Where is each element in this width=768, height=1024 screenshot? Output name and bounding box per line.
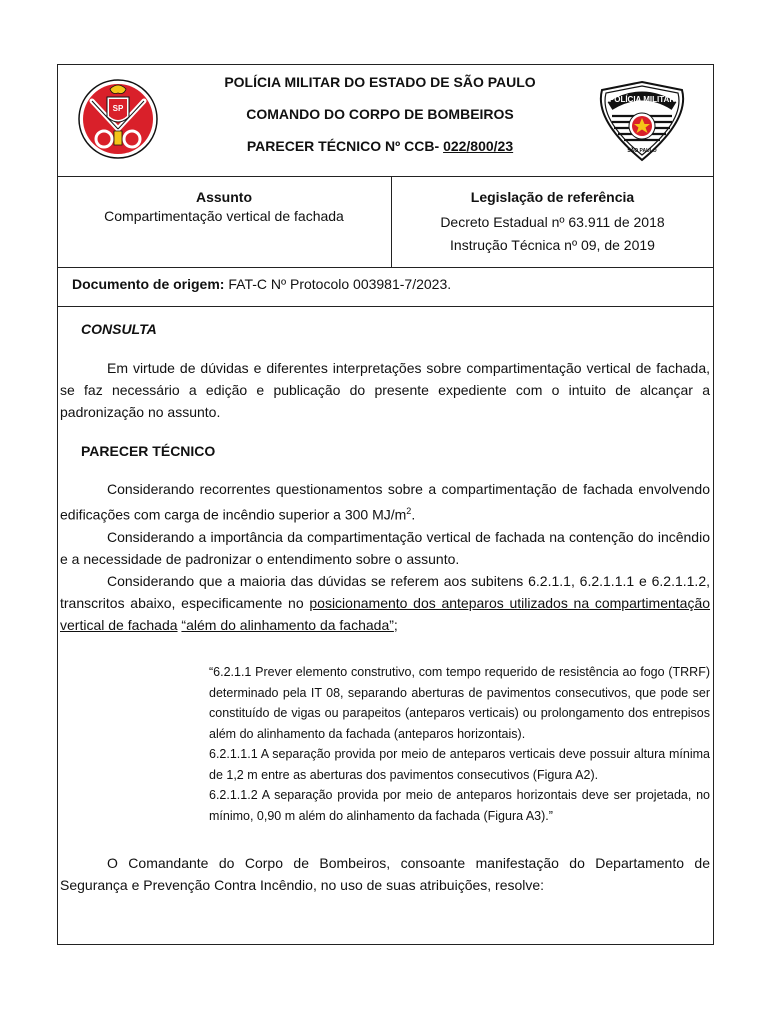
legislacao-item-instrucao: Instrução Técnica nº 09, de 2019 (450, 237, 655, 253)
legislacao-label: Legislação de referência (470, 189, 635, 205)
parecer-p3-end: ; (393, 616, 398, 633)
parecer-p1-end: . (411, 506, 416, 523)
assunto-label: Assunto (196, 189, 252, 205)
origem-label: Documento de origem: (72, 276, 225, 292)
header-command: COMANDO DO CORPO DE BOMBEIROS (246, 106, 514, 122)
documento-origem (72, 276, 451, 292)
parecer-prefix: PARECER TÉCNICO Nº CCB- (246, 138, 440, 154)
divider-subject (57, 267, 714, 268)
parecer-p1-sup: 2 (406, 506, 412, 516)
legislacao-item-decreto: Decreto Estadual nº 63.911 de 2018 (440, 214, 665, 230)
divider-header (57, 176, 714, 177)
parecer-p1-text: Considerando recorrentes questionamentos sobre a compartimentação de fachada envolvendo edificações com carga de incêndio superior a 300 MJ/m (60, 481, 710, 523)
svg-text:POLÍCIA MILITAR: POLÍCIA MILITAR (608, 95, 676, 104)
header-org: POLÍCIA MILITAR DO ESTADO DE SÃO PAULO (224, 74, 536, 90)
origem-value: FAT-C Nº Protocolo 003981-7/2023. (228, 276, 452, 292)
parecer-p3-underline-2: “além do alinhamento da fachada” (181, 616, 394, 633)
quote-6-2-1-1-1: 6.2.1.1.1 A separação provida por meio de anteparos verticais deve possuir altura mínima de 1,2 m entre as aberturas dos pavimentos consecutivos (Figura A2). (209, 747, 710, 782)
resolve-paragraph: O Comandante do Corpo de Bombeiros, consoante manifestação do Departamento de Segurança e Prevenção Contra Incêndio, no uso de suas atribuições, resolve: (60, 855, 710, 893)
consulta-body (60, 357, 710, 423)
parecer-number: 022/800/23 (443, 138, 514, 154)
svg-text:SP: SP (112, 104, 124, 113)
consulta-title: CONSULTA (81, 321, 157, 337)
header-parecer (150, 138, 610, 154)
parecer-paragraph-1 (60, 478, 710, 526)
assunto-value: Compartimentação vertical de fachada (104, 208, 344, 224)
quote-6-2-1-1-2: 6.2.1.1.2 A separação provida por meio de anteparos horizontais deve ser projetada, no mínimo, 0,90 m além do alinhamento da fachada (Figura A3).” (209, 788, 710, 823)
parecer-p3-underline-1: posicionamento dos anteparos utilizados na compartimentação vertical de fachada (60, 594, 711, 633)
parecer-paragraph-3 (60, 570, 710, 636)
parecer-body (60, 478, 710, 636)
consulta-paragraph: Em virtude de dúvidas e diferentes interpretações sobre compartimentação vertical de fachada, se faz necessário a edição e publicação do presente expediente com o intuito de alcançar a padronização no assunto. (60, 360, 710, 420)
parecer-p3-text: Considerando que a maioria das dúvidas se referem aos subitens 6.2.1.1, 6.2.1.1.1 e 6.2.1.1.2, transcritos abaixo, especificamente no (60, 572, 710, 611)
svg-text:SÃO PAULO: SÃO PAULO (627, 148, 657, 154)
quote-6-2-1-1: “6.2.1.1 Prever elemento construtivo, com tempo requerido de resistência ao fogo (TRRF) determinado pela IT 08, separando aberturas de pavimentos consecutivos, que pode ser constituído de vigas ou parapeitos (anteparos verticais) ou prolongamento dos entrepisos além do alinhamento da fachada (anteparos horizontais). (209, 665, 710, 741)
parecer-title: PARECER TÉCNICO (81, 443, 216, 459)
bombeiros-logo-icon (78, 79, 158, 159)
resolve-body (60, 852, 710, 896)
quote-block (209, 662, 710, 826)
divider-origin (57, 306, 714, 307)
parecer-paragraph-2: Considerando a importância da compartimentação vertical de fachada na contenção do incêndio e a necessidade de padronizar o entendimento sobre o assunto. (60, 528, 710, 567)
